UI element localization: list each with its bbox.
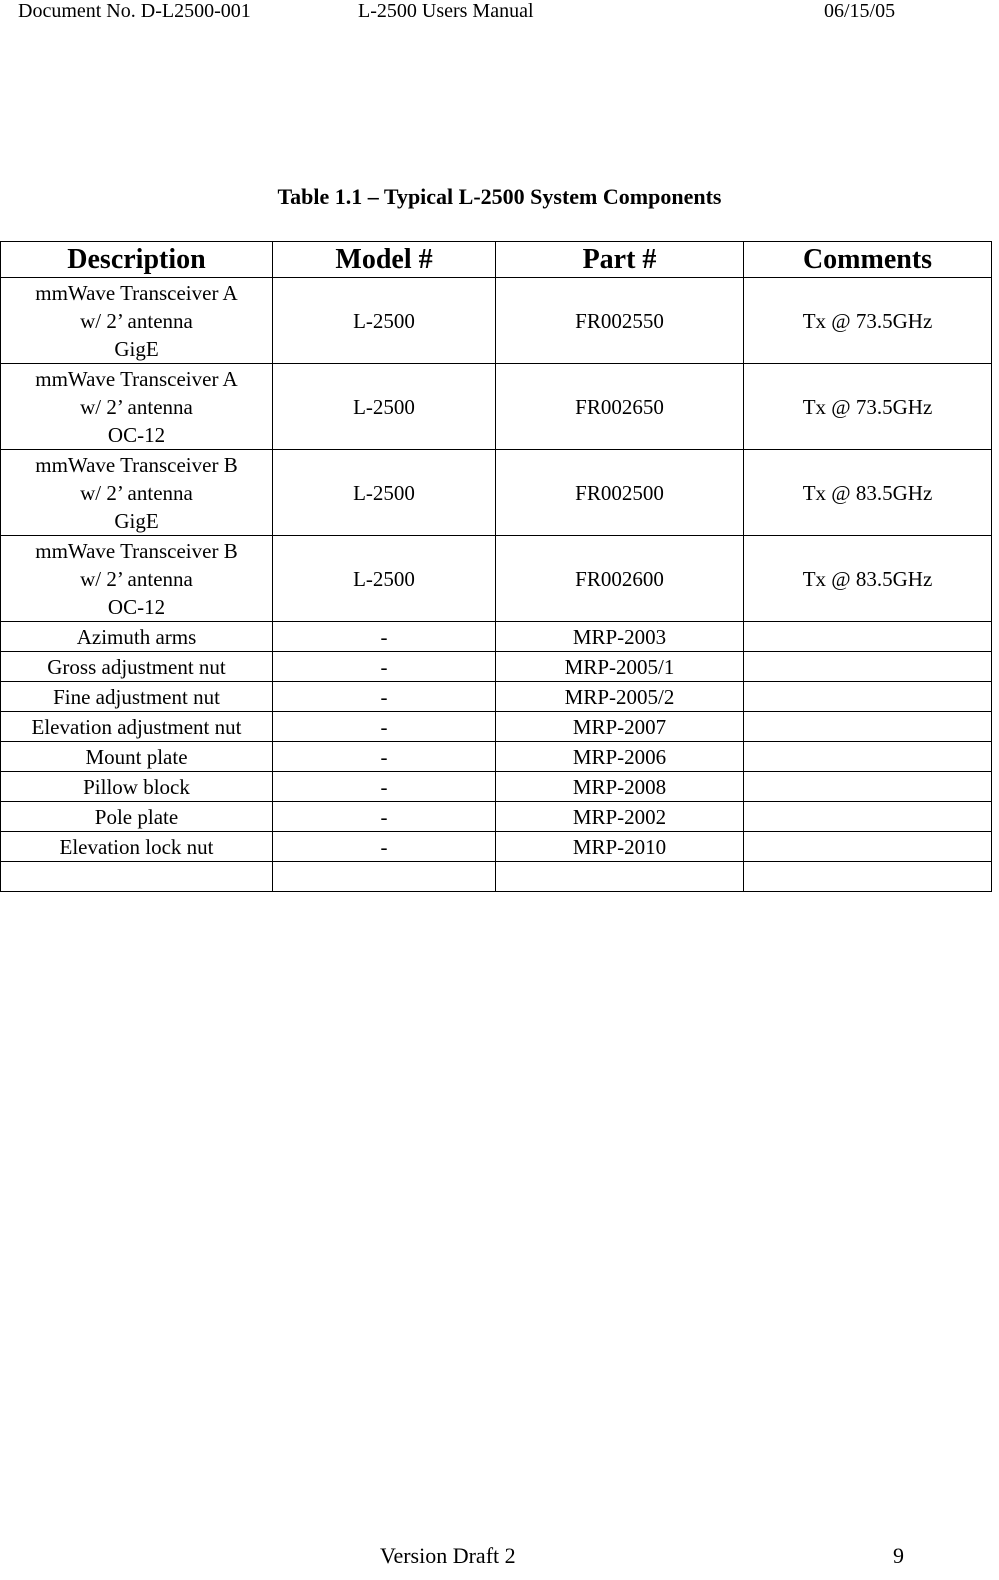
description-cell: Mount plate — [1, 742, 273, 772]
table-row — [1, 536, 992, 622]
model-cell: - — [273, 832, 496, 862]
components-table — [0, 241, 992, 892]
table-row — [1, 832, 992, 862]
document-date: 06/15/05 — [824, 0, 896, 22]
part-cell: MRP-2005/2 — [496, 682, 744, 712]
description-line: w/ 2’ antenna — [80, 480, 193, 505]
description-cell: Gross adjustment nut — [1, 652, 273, 682]
part-cell: MRP-2006 — [496, 742, 744, 772]
comments-cell — [744, 832, 992, 862]
description-cell — [1, 862, 273, 892]
document-number: Document No. D-L2500-001 — [18, 0, 251, 22]
comments-cell: Tx @ 83.5GHz — [744, 536, 992, 622]
description-cell: Azimuth arms — [1, 622, 273, 652]
table-row — [1, 712, 992, 742]
description-cell: Pillow block — [1, 772, 273, 802]
table-row — [1, 802, 992, 832]
description-line: mmWave Transceiver A — [35, 280, 238, 305]
table-row — [1, 278, 992, 364]
description-cell: Elevation adjustment nut — [1, 712, 273, 742]
part-cell: MRP-2008 — [496, 772, 744, 802]
part-cell: MRP-2010 — [496, 832, 744, 862]
table-row — [1, 742, 992, 772]
model-cell: L-2500 — [273, 364, 496, 450]
description-line: mmWave Transceiver B — [35, 452, 238, 477]
description-line: w/ 2’ antenna — [80, 566, 193, 591]
model-cell: - — [273, 742, 496, 772]
comments-cell — [744, 622, 992, 652]
comments-cell — [744, 802, 992, 832]
column-header-model: Model # — [273, 242, 496, 278]
table-row — [1, 772, 992, 802]
part-cell: FR002650 — [496, 364, 744, 450]
manual-title: L-2500 Users Manual — [358, 0, 534, 22]
part-cell: MRP-2005/1 — [496, 652, 744, 682]
page-number: 9 — [893, 1543, 904, 1568]
table-row-empty — [1, 862, 992, 892]
description-cell: Elevation lock nut — [1, 832, 273, 862]
description-line: OC-12 — [107, 422, 166, 447]
model-cell: - — [273, 622, 496, 652]
table-row — [1, 450, 992, 536]
model-cell: L-2500 — [273, 450, 496, 536]
part-cell — [496, 862, 744, 892]
comments-cell: Tx @ 73.5GHz — [744, 278, 992, 364]
description-cell: Fine adjustment nut — [1, 682, 273, 712]
comments-cell — [744, 682, 992, 712]
comments-cell: Tx @ 83.5GHz — [744, 450, 992, 536]
part-cell: MRP-2002 — [496, 802, 744, 832]
description-cell: Pole plate — [1, 802, 273, 832]
description-cell — [1, 536, 273, 622]
description-line: w/ 2’ antenna — [80, 308, 193, 333]
table-row — [1, 622, 992, 652]
model-cell: - — [273, 682, 496, 712]
table-header-row — [1, 242, 992, 278]
column-header-part: Part # — [496, 242, 744, 278]
description-line: GigE — [114, 336, 159, 361]
table-row — [1, 682, 992, 712]
model-cell: - — [273, 802, 496, 832]
comments-cell — [744, 772, 992, 802]
table-caption: Table 1.1 – Typical L-2500 System Components — [277, 184, 722, 209]
part-cell: FR002600 — [496, 536, 744, 622]
comments-cell — [744, 862, 992, 892]
description-cell — [1, 364, 273, 450]
model-cell: L-2500 — [273, 536, 496, 622]
comments-cell — [744, 712, 992, 742]
model-cell — [273, 862, 496, 892]
model-cell: L-2500 — [273, 278, 496, 364]
page-footer — [0, 1543, 999, 1575]
part-cell: MRP-2003 — [496, 622, 744, 652]
part-cell: FR002500 — [496, 450, 744, 536]
description-cell — [1, 450, 273, 536]
version-label: Version Draft 2 — [380, 1543, 516, 1568]
description-line: GigE — [114, 508, 159, 533]
description-line: OC-12 — [107, 594, 166, 619]
model-cell: - — [273, 712, 496, 742]
comments-cell: Tx @ 73.5GHz — [744, 364, 992, 450]
column-header-comments: Comments — [744, 242, 992, 278]
comments-cell — [744, 742, 992, 772]
description-line: mmWave Transceiver B — [35, 538, 238, 563]
model-cell: - — [273, 772, 496, 802]
column-header-description: Description — [1, 242, 273, 278]
page-header — [0, 0, 999, 30]
table-row — [1, 364, 992, 450]
description-cell — [1, 278, 273, 364]
part-cell: MRP-2007 — [496, 712, 744, 742]
description-line: w/ 2’ antenna — [80, 394, 193, 419]
comments-cell — [744, 652, 992, 682]
table-row — [1, 652, 992, 682]
part-cell: FR002550 — [496, 278, 744, 364]
model-cell: - — [273, 652, 496, 682]
description-line: mmWave Transceiver A — [35, 366, 238, 391]
